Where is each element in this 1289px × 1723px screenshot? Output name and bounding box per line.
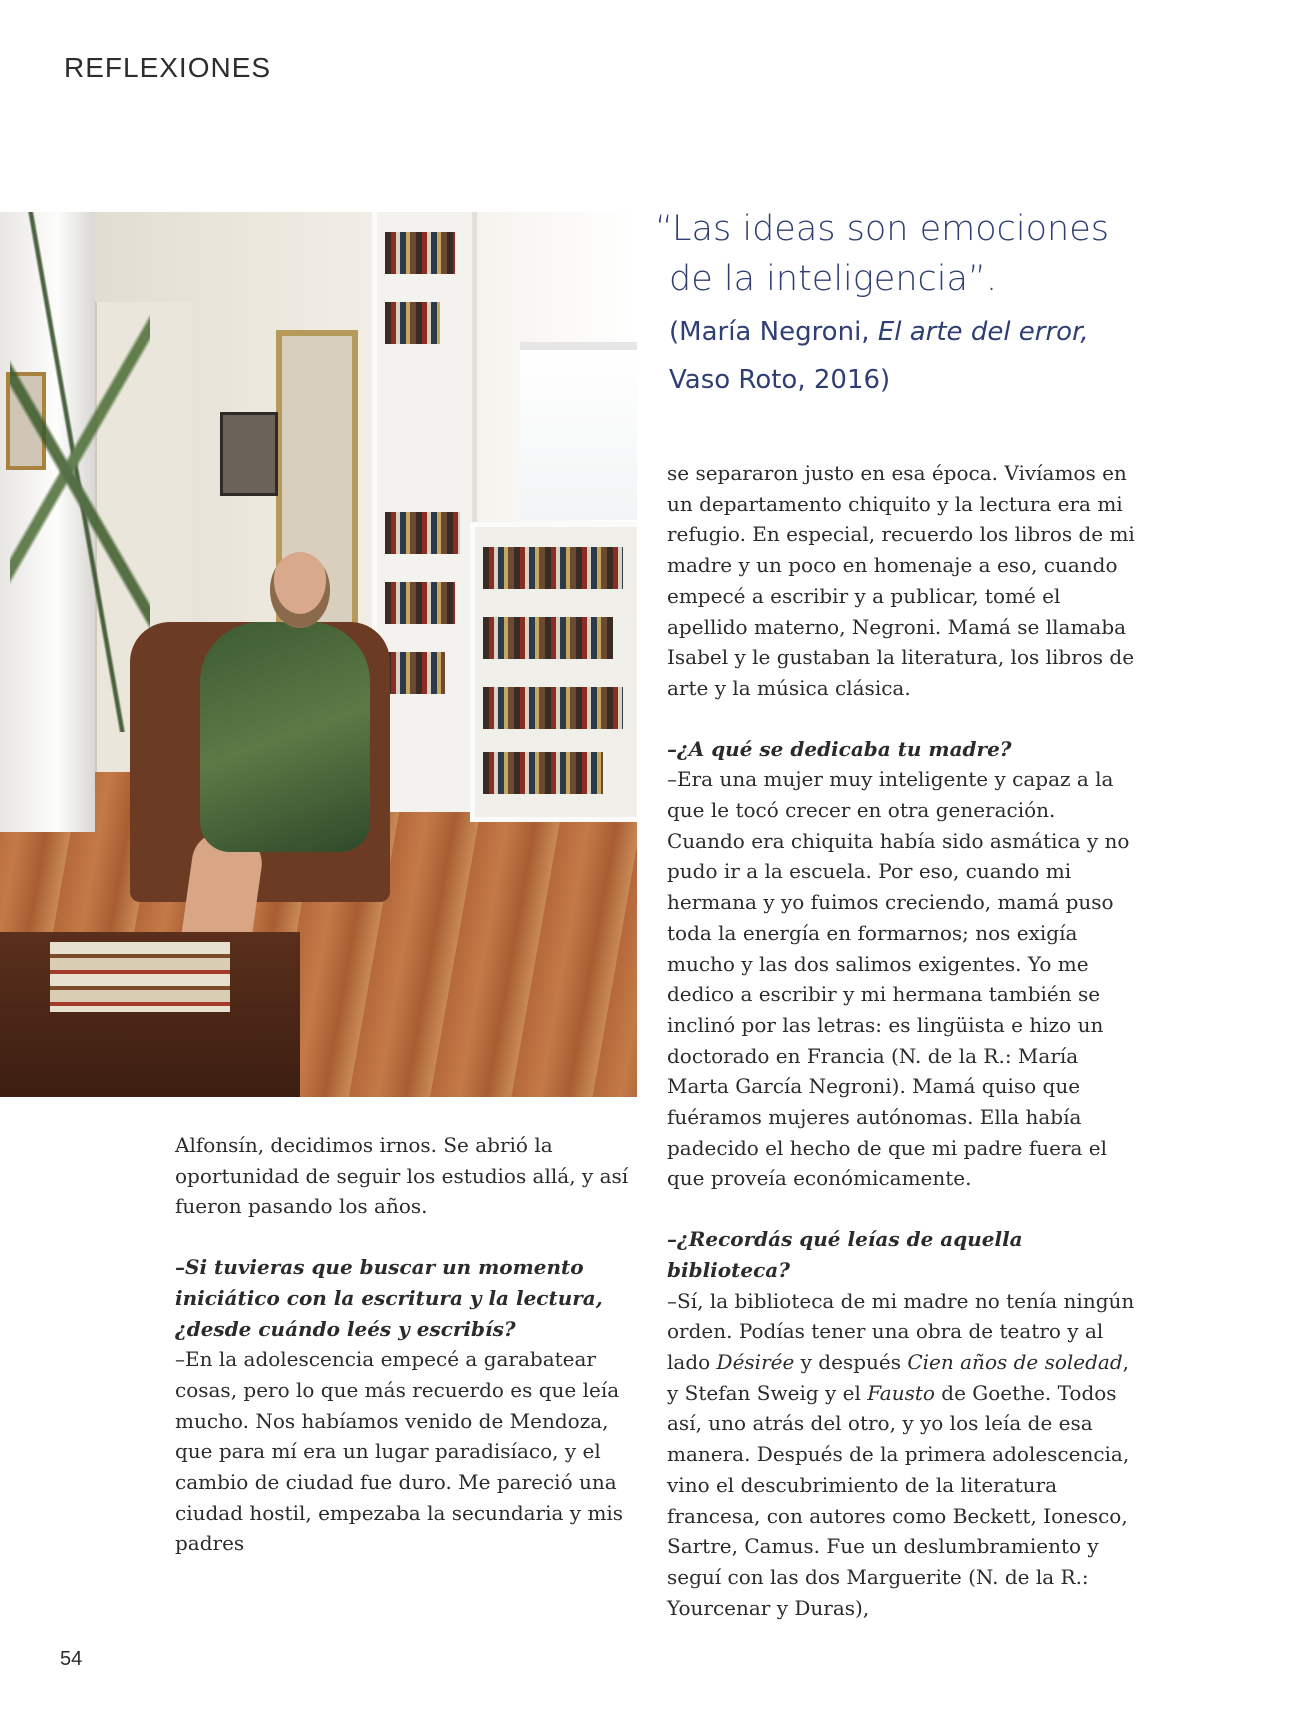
photo-wall-picture (220, 412, 278, 496)
citation-author: (María Negroni, (669, 317, 878, 347)
quote-line-1: “Las ideas son emociones (655, 209, 1109, 249)
photo-book-stack (50, 942, 230, 1012)
page-number: 54 (60, 1648, 83, 1670)
photo-window (520, 342, 637, 520)
photo-plant (10, 212, 150, 732)
answer-text: y después (794, 1349, 908, 1374)
left-column (175, 1130, 630, 1559)
book-title: Fausto (867, 1380, 935, 1405)
interview-answer (667, 1286, 1137, 1624)
interview-question: –¿A qué se dedicaba tu madre? (667, 736, 1012, 761)
citation-publisher: Vaso Roto, 2016) (669, 365, 891, 395)
photo-person-dress (200, 622, 370, 852)
paragraph: Alfonsín, decidimos irnos. Se abrió la oportunidad de seguir los estudios allá, y así fueron pasando los años. (175, 1133, 629, 1219)
interview-question: –¿Recordás qué leías de aquella biblioteca? (667, 1227, 1023, 1282)
citation-book-title: El arte del error, (877, 317, 1089, 347)
photo-books (483, 547, 623, 589)
interview-answer: –En la adolescencia empecé a garabatear cosas, pero lo que más recuerdo es que leía mucho. Nos habíamos venido de Mendoza, que para mí era un lugar paradisíaco, y el cambio de ciudad fue duro. Me pareció una ciudad hostil, empezaba la secundaria y mis padres (175, 1347, 624, 1556)
paragraph: se separaron justo en esa época. Vivíamos en un departamento chiquito y la lectura era mi refugio. En especial, recuerdo los libros de mi madre y un poco en homenaje a eso, cuando empecé a escribir y a publicar, tomé el apellido materno, Negroni. Mamá se llamaba Isabel y le gustaban la literatura, los libros de arte y la música clásica. (667, 461, 1135, 700)
book-title: Cien años de soledad (907, 1349, 1123, 1374)
photo-books (385, 512, 460, 554)
photo-books (385, 582, 455, 624)
photo-books (483, 752, 603, 794)
photo-books (385, 302, 440, 344)
photo-person-head (270, 552, 330, 628)
photo-books (483, 617, 613, 659)
section-label: REFLEXIONES (64, 52, 272, 83)
photo-books (385, 232, 455, 274)
interview-question: –Si tuvieras que buscar un momento iniciático con la escritura y la lectura, ¿desde cuándo leés y escribís? (175, 1255, 603, 1341)
pull-quote (655, 204, 1175, 404)
photo-books (385, 652, 445, 694)
photo-bookshelf-low (470, 522, 637, 822)
portrait-photo (0, 212, 637, 1097)
right-column (667, 458, 1137, 1623)
interview-answer: –Era una mujer muy inteligente y capaz a la que le tocó crecer en otra generación. Cuando era chiquita había sido asmática y no pudo ir a la escuela. Por eso, cuando mi hermana y yo fuimos creciendo, mamá puso toda la energía en formarnos; nos exigía mucho y las dos salimos exigentes. Yo me dedico a escribir y mi hermana también se inclinó por las letras: es lingüista e hizo un doctorado en Francia (N. de la R.: María Marta García Negroni). Mamá quiso que fuéramos mujeres autónomas. Ella había padecido el hecho de que mi padre fuera el que proveía económicamente. (667, 767, 1130, 1191)
answer-text: de Goethe. Todos así, uno atrás del otro, y yo los leía de esa manera. Después de la primera adolescencia, vino el descubrimiento de la literatura francesa, con autores como Beckett, Ionesco, Sartre, Camus. Fue un deslumbramiento y seguí con las dos Marguerite (N. de la R.: Yourcenar y Duras), (667, 1380, 1130, 1620)
quote-line-2: de la inteligencia”. (669, 259, 998, 299)
answer-text: , y Stefan Sweig y el (667, 1349, 1130, 1405)
answer-text: –Sí, la biblioteca de mi madre no tenía ningún orden. Podías tener una obra de teatro y al lado (667, 1288, 1135, 1374)
quote-citation (655, 308, 1175, 404)
book-title: Désirée (716, 1349, 795, 1374)
photo-books (483, 687, 623, 729)
